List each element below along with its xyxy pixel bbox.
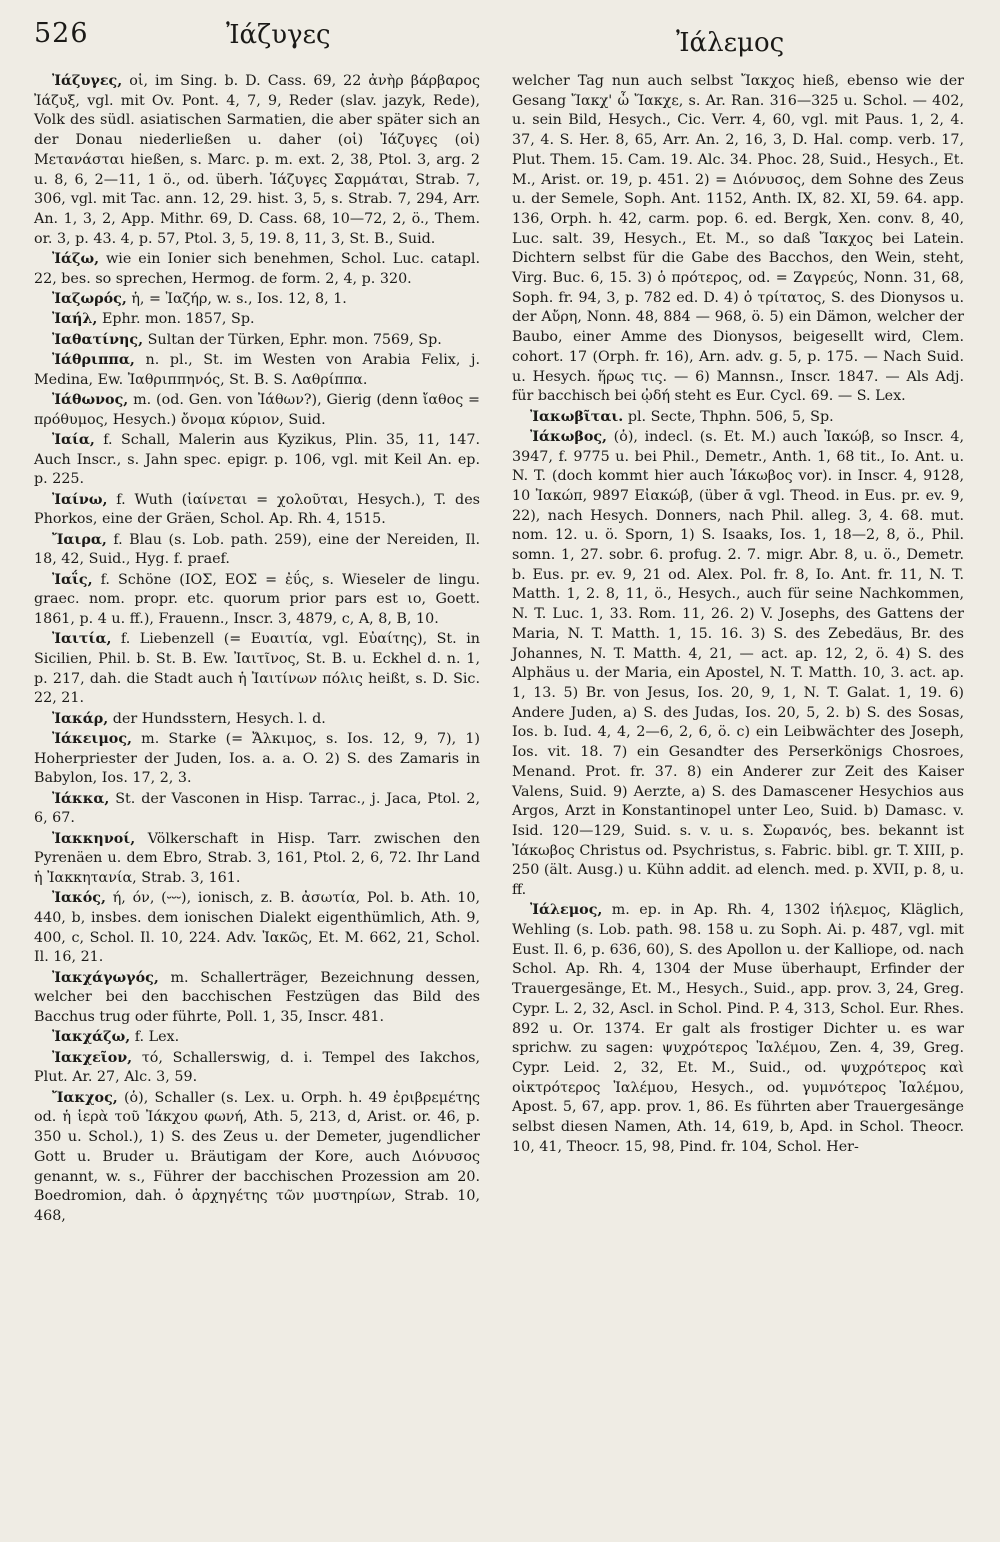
entry-text: m. ep. in Ap. Rh. 4, 1302 ἰήλεμος, Kläglich, Wehling (s. Lob. path. 98. 158 u. zu Soph. Ai. p. 487, vgl. mit Eust. Il. 6, p. 636, 60), S. des Apollon u. der Kalliope, od. nach Schol. Ap. Rh. 4, 1304 der Muse überhaupt, Erfinder der Trauergesänge, Et. M., Hesych., Suid., app. prov. 3, 24, Greg. Cypr. L. 2, 32, Ascl. in Schol. Pind. P. 4, 313, Schol. Eur. Rhes. 892 u. Or. 1374. Er galt als frostiger Dichter u. es war sprichw. zu sagen: ψυχρότερος Ἰαλέμου, Zen. 4, 39, Greg. Cypr. Leid. 2, 32, Et. M., Suid., od. ψυχρότερος καὶ οἰκτρότερος Ἰαλέμου, Hesych., od. γυμνότερος Ἰαλέμου, Apost. 5, 67, app. prov. 1, 86. Es führten aber Trauergesänge selbst diesen Namen, Ath. 14, 619, b, Apd. in Schol. Theocr. 10, 41, Theocr. 15, 98, Pind. fr. 104, Schol. Her-: [512, 902, 964, 1155]
entry-lemma: Ἰαίνω,: [52, 491, 108, 508]
left-column: [34, 72, 480, 1227]
entry-text: (ὁ), Schaller (s. Lex. u. Orph. h. 49 ἐριβρεμέτης od. ἡ ἱερὰ τοῦ Ἰάκχου φωνή, Ath. 5, 213, d, Arist. or. 46, p. 350 u. Schol.), 1) S. des Zeus u. der Demeter, jugendlicher Gott u. Bruder u. Bräutigam der Kore, auch Διόνυσος genannt, w. s., Führer der bacchischen Prozession am 20. Boedromion, dah. ὁ ἀρχηγέτης τῶν μυστηρίων, Strab. 10, 468,: [34, 1089, 480, 1224]
dictionary-entry: [34, 1089, 480, 1227]
entry-text: Sultan der Türken, Ephr. mon. 7569, Sp.: [147, 331, 442, 348]
entry-text: welcher Tag nun auch selbst Ἴακχος hieß, ebenso wie der Gesang Ἴακχ' ὦ Ἴακχε, s. Ar. Ran. 316—325 u. Schol. — 402, u. sein Bild, Hesych., Cic. Verr. 4, 60, vgl. mit Paus. 1, 2, 4. 37, 4. S. Her. 8, 65, Arr. An. 2, 16, 3, D. Hal. comp. verb. 17, Plut. Them. 15. Cam. 19. Alc. 34. Phoc. 28, Suid., Hesych., Et. M., Arist. or. 19, p. 451. 2) = Διόνυσος, dem Sohne des Zeus u. der Semele, Soph. Ant. 1152, Anth. IX, 82. XI, 59. 64. app. 136, Orph. h. 42, carm. pop. 6. ed. Bergk, Xen. conv. 8, 40, Luc. salt. 39, Hesych., Et. M., so daß Ἴακχος bei Latein. Dichtern selbst für die Gabe des Bacchos, den Wein, steht, Virg. Buc. 6, 15. 3) ὁ πρότερος, od. = Ζαγρεύς, Nonn. 31, 68, Soph. fr. 94, 3, p. 782 ed. D. 4) ὁ τρίτατος, S. des Dionysos u. der Αὔρη, Nonn. 48, 884 — 968, ö. 5) ein Dämon, welcher der Baubo, einer Amme des Dionysos, beigesellt wird, Clem. cohort. 17 (Orph. fr. 16), Arn. adv. g. 5, p. 175. — Nach Suid. u. Hesych. ἥρως τις. — 6) Mannsn., Inscr. 1847. — Als Adj. für bacchisch bei ᾠδή steht es Eur. Cycl. 69. — S. Lex.: [512, 73, 964, 405]
entry-text: (ὁ), indecl. (s. Et. M.) auch Ἰακώβ, so Inscr. 4, 3947, f. 9775 u. bei Phil., Demetr., Anth. 1, 68 tit., Io. Ant. u. N. T. (doch kommt hier auch Ἰάκωβος vor). in Inscr. 4, 9128, 10 Ἰακώπ, 9897 Εἰακώβ, (über ᾱ vgl. Theod. in Eus. pr. ev. 9, 22), nach Hesych. Donners, nach Phil. alleg. 3, 4. 68. mut. nom. 12. u. ö. Sporn, 1) S. Isaaks, Ios. 1, 18—2, 8, ö., Phil. somn. 1, 27. sobr. 6. profug. 2. 7. migr. Abr. 8, u. ö., Demetr. b. Eus. pr. ev. 9, 21 od. Alex. Pol. fr. 8, Io. Ant. fr. 11, N. T. Matth. 1, 2. 8, 11, ö., Hesych., auch für seine Nachkommen, N. T. Luc. 1, 33. Rom. 11, 26. 2) V. Josephs, des Gattens der Maria, N. T. Matth. 1, 15. 16. 3) S. des Zebedäus, Br. des Johannes, N. T. Matth. 4, 21, — act. ap. 12, 2, ö. 4) S. des Alphäus u. der Maria, ein Apostel, N. T. Matth. 10, 3. act. ap. 1, 13. 5) Br. von Jesus, Ios. 20, 9, 1, N. T. Galat. 1, 19. 6) Andere Juden, a) S. des Judas, Ios. 20, 5, 2. b) S. des Sosas, Ios. b. Iud. 4, 4, 2—6, 2, 6, ö. c) ein Leibwächter des Joseph, Ios. vit. 18. 7) ein Gesandter des Perserkönigs Chosroes, Menand. Prot. fr. 37. 8) ein Anderer zur Zeit des Kaiser Valens, Suid. 9) Aerzte, a) S. des Damascener Hesychios aus Argos, Arzt in Konstantinopel unter Leo, Suid. b) Damasc. v. Isid. 120—129, Suid. s. v. u. s. Σωρανός, bes. bekannt ist Ἰάκωβος Christus od. Psychristus, s. Fabric. bibl. gr. T. XIII, p. 250 (ält. Ausg.) u. Kühn addit. ad elench. med. p. XVII, p. 8, u. ff.: [512, 428, 965, 899]
dictionary-entry: [34, 790, 480, 829]
dictionary-entry: [34, 250, 480, 289]
dictionary-entry: [34, 1049, 480, 1088]
entry-text: οἱ, im Sing. b. D. Cass. 69, 22 ἀνὴρ βάρβαρος Ἰάζυξ, vgl. mit Ov. Pont. 4, 7, 9, Reder (slav. jazyk, Rede), Volk des südl. asiatischen Sarmatien, die aber später sich an der Donau niederließen u. daher (οἱ) Ἰάζυγες (οἱ) Μετανάσται hießen, s. Marc. p. m. ext. 2, 38, Ptol. 3, arg. 2 u. 8, 6, 2—11, 1 ö., od. überh. Ἰάζυγες Σαρμάται, Strab. 7, 306, vgl. mit Tac. ann. 12, 29. hist. 3, 5, s. Strab. 7, 294, Arr. An. 1, 3, 2, App. Mithr. 69, D. Cass. 68, 10—72, 2, ö., Them. or. 3, p. 43. 4, p. 57, Ptol. 3, 5, 19. 8, 11, 3, St. B., Suid.: [34, 73, 480, 247]
entry-text: m. Schallerträger, Bezeichnung dessen, welcher bei den bacchischen Festzügen das Bild des Bacchus trug oder führte, Poll. 1, 35, Inscr. 481.: [34, 969, 480, 1026]
entry-lemma: Ἰακωβῖται.: [530, 408, 624, 425]
entry-text: wie ein Ionier sich benehmen, Schol. Luc. catapl. 22, bes. so sprechen, Hermog. de form. 2, 4, p. 320.: [34, 250, 480, 287]
entry-text: St. der Vasconen in Hisp. Tarrac., j. Jaca, Ptol. 2, 6, 67.: [34, 790, 480, 827]
entry-text: Völkerschaft in Hisp. Tarr. zwischen den Pyrenäen u. dem Ebro, Strab. 3, 161, Ptol. 2, 6, 72. Ihr Land ἡ Ἰακκητανία, Strab. 3, 161.: [34, 830, 480, 887]
entry-text: f. Schall, Malerin aus Kyzikus, Plin. 35, 11, 147. Auch Inscr., s. Jahn spec. epigr. p. 106, vgl. mit Keil An. ep. p. 225.: [34, 431, 481, 488]
entry-lemma: Ἰάκωβος,: [530, 428, 608, 445]
dictionary-entry: [34, 710, 480, 730]
entry-text: ἡ, = Ἰαζήρ, w. s., Ios. 12, 8, 1.: [131, 290, 347, 307]
entry-text: τό, Schallerswig, d. i. Tempel des Iakchos, Plut. Ar. 27, Alc. 3, 59.: [34, 1049, 480, 1086]
entry-lemma: Ἰαΐς,: [52, 571, 93, 588]
entry-text: Ephr. mon. 1857, Sp.: [101, 311, 255, 328]
dictionary-entry: [34, 72, 480, 249]
entry-text: n. pl., St. im Westen von Arabia Felix, j. Medina, Ew. Ἰαθριππηνός, St. B. S. Λαθρίππα.: [34, 351, 480, 388]
dictionary-entry: [34, 431, 480, 490]
dictionary-entry: [34, 351, 480, 390]
dictionary-entry: [512, 408, 964, 428]
dictionary-entry: [512, 428, 964, 901]
dictionary-entry: [34, 571, 480, 630]
page-number: 526: [34, 18, 89, 49]
entry-text: f. Wuth (ἰαίνεται = χολοῦται, Hesych.), T. des Phorkos, eine der Gräen, Schol. Ap. Rh. 4, 1515.: [34, 491, 481, 528]
entry-lemma: Ἴακχος,: [52, 1089, 118, 1106]
entry-lemma: Ἰαζωρός,: [52, 290, 127, 307]
entry-lemma: Ἰακάρ,: [52, 710, 109, 727]
entry-text: f. Schöne (ΙΟΣ, ΕΟΣ = ἐΰς, s. Wieseler de lingu. graec. nom. propr. etc. quorum prior pars est ιο, Goett. 1861, p. 4 u. ff.), Frauenn., Inscr. 3, 4879, c, A, 8, B, 10.: [34, 571, 480, 627]
entry-lemma: Ἰάζυγες,: [52, 73, 123, 89]
entry-lemma: Ἰαία,: [52, 431, 95, 448]
entry-text: der Hundsstern, Hesych. l. d.: [112, 710, 326, 727]
entry-text: ή, όν, (⏑⏑⏑), ionisch, z. B. ἀσωτία, Pol. b. Ath. 10, 440, b, insbes. dem ionischen Dialekt eigenthümlich, Ath. 9, 400, c, Schol. Il. 10, 224. Adv. Ἰακῶς, Et. M. 662, 21, Schol. Il. 16, 21.: [34, 890, 480, 966]
entry-lemma: Ἰαθατίνης,: [52, 331, 144, 348]
entry-lemma: Ἰάκειμος,: [52, 730, 133, 747]
entry-lemma: Ἰακκηνοί,: [52, 830, 136, 847]
page-header: [28, 14, 978, 66]
dictionary-entry: [34, 969, 480, 1028]
dictionary-entry: [34, 531, 480, 570]
dictionary-entry: [34, 290, 480, 310]
dictionary-entry: [34, 491, 480, 530]
entry-lemma: Ἰακχάγωγός,: [52, 969, 159, 986]
dictionary-entry: [34, 331, 480, 351]
entry-text: m. (od. Gen. von Ἰάθων?), Gierig (denn ἴαθος = πρόθυμος, Hesych.) ὄνομα κύριον, Suid.: [34, 391, 480, 428]
entry-lemma: Ἰακχεῖον,: [52, 1049, 133, 1066]
entry-text: m. Starke (= Ἄλκιμος, s. Ios. 12, 9, 7), 1) Hoherpriester der Juden, Ios. a. a. O. 2) S. des Zamaris in Babylon, Ios. 17, 2, 3.: [34, 730, 481, 787]
entry-lemma: Ἰαιτία,: [52, 631, 112, 648]
entry-lemma: Ἰακχάζω,: [52, 1029, 131, 1046]
dictionary-entry: [34, 1028, 480, 1048]
entry-lemma: Ἰακός,: [52, 890, 106, 907]
dictionary-entry: [34, 830, 480, 889]
entry-lemma: Ἰάλεμος,: [530, 902, 603, 919]
dictionary-entry: [34, 889, 480, 968]
entry-lemma: Ἰαήλ,: [52, 311, 98, 328]
entry-text: f. Blau (s. Lob. path. 259), eine der Nereiden, Il. 18, 42, Suid., Hyg. f. praef.: [34, 531, 481, 568]
dictionary-entry: [34, 391, 480, 430]
right-column: [512, 72, 964, 1158]
entry-lemma: Ἰάζω,: [52, 250, 100, 267]
running-head-left: Ἰάζυγες: [226, 20, 331, 50]
running-head-right: Ἰάλεμος: [676, 28, 785, 58]
entry-text: f. Lex.: [134, 1029, 180, 1046]
entry-text: f. Liebenzell (= Ευαιτία, vgl. Εὐαίτης), St. in Sicilien, Phil. b. St. B. Ew. Ἰαιτῖνος, St. B. u. Eckhel d. n. 1, p. 217, dah. die Stadt auch ἡ Ἰαιτίνων πόλις heißt, s. D. Sic. 22, 21.: [34, 631, 480, 707]
dictionary-entry: [34, 310, 480, 330]
entry-text: pl. Secte, Thphn. 506, 5, Sp.: [627, 408, 834, 425]
entry-lemma: Ἰάκκα,: [52, 790, 110, 807]
dictionary-entry: [34, 730, 480, 789]
dictionary-entry: [512, 901, 964, 1157]
entry-lemma: Ἰάθωνος,: [52, 391, 129, 408]
entry-lemma: Ἰάθριππα,: [52, 351, 135, 368]
dictionary-entry: [34, 630, 480, 709]
dictionary-entry: [512, 72, 964, 407]
entry-lemma: Ἴαιρα,: [52, 531, 107, 548]
